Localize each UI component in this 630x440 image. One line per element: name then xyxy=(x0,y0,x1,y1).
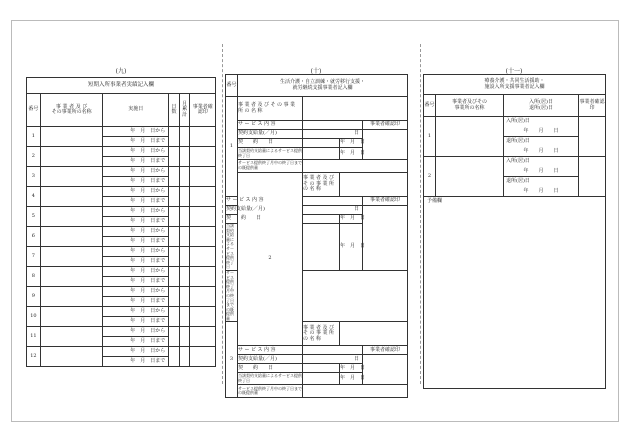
p11-head-name: 事業者及びその 事業所の名称 xyxy=(436,95,504,117)
p9-row-days xyxy=(169,127,180,147)
p9-row-number: 3 xyxy=(27,167,41,187)
p10-service-field xyxy=(303,346,363,355)
p9-row-name-cell xyxy=(40,187,103,207)
panel-divider-2 xyxy=(420,44,421,384)
p11-head-dates: 入所(居)日 退所(居)日 xyxy=(504,95,579,117)
p10-contract-unit: 日 xyxy=(303,355,363,364)
p9-row-name-cell xyxy=(40,307,103,327)
p9-row xyxy=(27,267,216,277)
p9-row xyxy=(27,207,216,217)
p10-end-date-label: 当該契約支給量によるサービス提供終了日 xyxy=(226,224,238,271)
p9-row-number: 11 xyxy=(27,327,41,347)
p9-row-total xyxy=(179,227,190,247)
p11-out-label: 退所(居)日 xyxy=(504,177,579,187)
p9-row-days xyxy=(169,287,180,307)
p10-end-date-blank xyxy=(303,148,340,160)
p9-row-to: 年 月 日まで xyxy=(103,257,169,267)
p10-name-field xyxy=(340,322,408,346)
p11-title-line1: 療養介護・共同生活援助・ xyxy=(484,78,545,84)
p9-row-to: 年 月 日まで xyxy=(103,357,169,367)
p9-row-from: 年 月 日から xyxy=(103,127,169,137)
p9-row-from: 年 月 日から xyxy=(103,287,169,297)
p9-row-days xyxy=(169,327,180,347)
p9-row-confirm xyxy=(190,247,216,267)
p10-confirm-label: 事業者確認印 xyxy=(363,121,408,130)
p9-row xyxy=(27,327,216,337)
p9-row xyxy=(27,167,216,177)
p10-contract-date-ymd: 年 月 日 xyxy=(340,139,363,148)
p10-title-line2: 就労継続支援事業者記入欄 xyxy=(292,84,353,91)
p10-block-number: 1 xyxy=(226,97,238,197)
p10-service-field xyxy=(303,121,363,130)
p10-contract-date-label: 契 約 日 xyxy=(238,139,303,148)
p10-end-date-blank xyxy=(303,373,340,385)
p11-row-name xyxy=(436,117,504,157)
p10-name-field xyxy=(303,97,408,121)
p10-end-date-ymd: 年 月 日 xyxy=(340,148,363,160)
p10-service-label: サービス内容 xyxy=(238,121,303,130)
p9-row-confirm xyxy=(190,147,216,167)
p9-row-confirm xyxy=(190,327,216,347)
p11-head-confirm: 事業者確認印 xyxy=(579,95,606,117)
p10-remain-label: サービス提供終了月中の終了日までの既提供量 xyxy=(238,385,303,398)
p10-service-label: サービス内容 xyxy=(238,346,303,355)
p9-row-from: 年 月 日から xyxy=(103,347,169,357)
p10-block-number: 2 xyxy=(238,173,303,346)
p11-row-name xyxy=(436,157,504,197)
p10-name-label: 事業者及びその事業所の名称 xyxy=(303,322,340,346)
p10-end-date-ymd: 年 月 日 xyxy=(340,373,363,385)
p9-row-confirm xyxy=(190,167,216,187)
p9-row-to: 年 月 日まで xyxy=(103,157,169,167)
p11-in-label: 入所(居)日 xyxy=(504,157,579,167)
p9-row-total xyxy=(179,187,190,207)
p10-table xyxy=(225,74,408,398)
p10-name-field xyxy=(340,173,408,197)
p11-in-label: 入所(居)日 xyxy=(504,117,579,127)
p10-remain-label: サービス提供終了月中の終了日までの既提供量 xyxy=(238,160,303,173)
p10-service-label: サービス内容 xyxy=(226,197,238,206)
p10-contract-unit: 日 xyxy=(303,130,363,139)
p10-remain-field xyxy=(303,385,408,398)
p9-row-total xyxy=(179,327,190,347)
p11-out-ymd: 年 月 日 xyxy=(504,187,579,197)
p9-row-from: 年 月 日から xyxy=(103,167,169,177)
p11-in-ymd: 年 月 日 xyxy=(504,167,579,177)
p9-row-confirm xyxy=(190,187,216,207)
p10-remain-label: サービス提供終了月中の終了日までの既提供量 xyxy=(226,270,238,322)
p9-row-number: 1 xyxy=(27,127,41,147)
p10-end-date-blank xyxy=(303,224,340,271)
p10-end-date-ymd: 年 月 日 xyxy=(340,224,363,271)
p9-row-from: 年 月 日から xyxy=(103,307,169,317)
p10-remain-field xyxy=(303,270,408,322)
p9-row-name-cell xyxy=(40,327,103,347)
p10-contract-date-blank xyxy=(303,215,340,224)
p10-contract-date-ymd: 年 月 日 xyxy=(340,215,363,224)
p10-contract-date-label: 契 約 日 xyxy=(226,215,238,224)
p9-row xyxy=(27,127,216,137)
p9-row-to: 年 月 日まで xyxy=(103,317,169,327)
p9-row xyxy=(27,307,216,317)
p9-row-total xyxy=(179,167,190,187)
p11-row-confirm xyxy=(579,117,606,157)
p11-head-no: 番号 xyxy=(424,95,436,117)
p9-row-days xyxy=(169,307,180,327)
p9-row xyxy=(27,147,216,157)
p9-row-to: 年 月 日まで xyxy=(103,237,169,247)
p9-row-total xyxy=(179,247,190,267)
p10-confirm-stamp xyxy=(363,130,408,160)
p10-end-date-label: 当該契約支給量によるサービス提供終了日 xyxy=(238,147,302,158)
p9-row-days xyxy=(169,187,180,207)
p9-row-to: 年 月 日まで xyxy=(103,217,169,227)
p10-block-number: 3 xyxy=(226,322,238,398)
p9-row-days xyxy=(169,167,180,187)
p9-row xyxy=(27,227,216,237)
p11-number: (十一) xyxy=(505,68,523,75)
p9-row-number: 9 xyxy=(27,287,41,307)
p10-contract-label: 契約支給量(／月) xyxy=(238,355,303,364)
p9-row-days xyxy=(169,347,180,367)
p10-title-line1: 生活介護・自立訓練・就労移行支援・ xyxy=(280,79,366,85)
p9-title: 短期入所事業者実績記入欄 xyxy=(27,78,216,94)
p9-row xyxy=(27,247,216,257)
p10-end-date-label: 当該契約支給量によるサービス提供終了日 xyxy=(238,373,302,383)
p10-confirm-stamp xyxy=(363,206,408,271)
p11-out-label: 退所(居)日 xyxy=(504,137,579,147)
p9-row xyxy=(27,347,216,357)
p9-row-total xyxy=(179,127,190,147)
p9-row-to: 年 月 日まで xyxy=(103,297,169,307)
p9-row-number: 7 xyxy=(27,247,41,267)
p10-name-label: 事業者及びその事業所の名称 xyxy=(238,97,303,121)
p9-head-date: 実施日 xyxy=(103,94,169,127)
p10-contract-date-ymd: 年 月 日 xyxy=(340,364,363,373)
p11-row-number: 1 xyxy=(424,117,436,157)
p11-reserve: 予備欄 xyxy=(424,197,606,389)
p9-head-name: 事 業 者 及 び その事業所の名称 xyxy=(40,94,103,127)
p9-row-days xyxy=(169,147,180,167)
p11-out-ymd: 年 月 日 xyxy=(504,147,579,157)
p9-row-number: 4 xyxy=(27,187,41,207)
p9-row-confirm xyxy=(190,267,216,287)
p9-row-confirm xyxy=(190,207,216,227)
p9-row-name-cell xyxy=(40,167,103,187)
p9-head-days: 日数 xyxy=(169,94,180,127)
p10-name-label: 事業者及びその事業所の名称 xyxy=(303,173,340,197)
p9-row-name-cell xyxy=(40,347,103,367)
p9-row-from: 年 月 日から xyxy=(103,267,169,277)
p10-contract-date-blank xyxy=(303,364,340,373)
p9-row-days xyxy=(169,227,180,247)
p9-row-total xyxy=(179,267,190,287)
p9-row-days xyxy=(169,247,180,267)
p9-row-number: 10 xyxy=(27,307,41,327)
p9-row-from: 年 月 日から xyxy=(103,187,169,197)
p9-row-to: 年 月 日まで xyxy=(103,337,169,347)
p9-row-from: 年 月 日から xyxy=(103,147,169,157)
p10-confirm-label: 事業者確認印 xyxy=(363,346,408,355)
p10-head-no: 番号 xyxy=(226,75,238,97)
p9-row-confirm xyxy=(190,127,216,147)
p9-row-to: 年 月 日まで xyxy=(103,177,169,187)
p9-row-from: 年 月 日から xyxy=(103,207,169,217)
p9-row-total xyxy=(179,307,190,327)
p9-row-confirm xyxy=(190,287,216,307)
p9-row xyxy=(27,187,216,197)
p11-title-line2: 施設入所支援事業者記入欄 xyxy=(484,83,545,90)
p9-row-from: 年 月 日から xyxy=(103,227,169,237)
p11-table xyxy=(423,74,606,389)
p9-row-to: 年 月 日まで xyxy=(103,197,169,207)
p9-head-confirm: 事業者確認印 xyxy=(190,94,216,127)
p11-row-confirm xyxy=(579,157,606,197)
p9-head-no: 番号 xyxy=(27,94,41,127)
p10-service-field xyxy=(303,197,363,206)
panel-divider-1 xyxy=(222,44,223,384)
p9-row-name-cell xyxy=(40,247,103,267)
p9-row-days xyxy=(169,207,180,227)
p9-row-number: 5 xyxy=(27,207,41,227)
p9-row-number: 12 xyxy=(27,347,41,367)
p9-number: (九) xyxy=(115,68,127,75)
p9-row-name-cell xyxy=(40,227,103,247)
p9-row-number: 8 xyxy=(27,267,41,287)
p9-row-confirm xyxy=(190,347,216,367)
p10-contract-label: 契約支給量(／月) xyxy=(226,206,238,215)
p9-row-from: 年 月 日から xyxy=(103,327,169,337)
p9-row-total xyxy=(179,147,190,167)
p9-row-to: 年 月 日まで xyxy=(103,277,169,287)
p9-head-total: 月累計 xyxy=(179,94,190,127)
p9-row-from: 年 月 日から xyxy=(103,247,169,257)
p9-row-days xyxy=(169,267,180,287)
p9-row-total xyxy=(179,347,190,367)
p9-row-total xyxy=(179,287,190,307)
p9-row xyxy=(27,287,216,297)
p10-confirm-stamp xyxy=(363,355,408,385)
p10-confirm-label: 事業者確認印 xyxy=(363,197,408,206)
p9-row-number: 2 xyxy=(27,147,41,167)
p9-row-name-cell xyxy=(40,147,103,167)
p9-row-name-cell xyxy=(40,267,103,287)
p9-row-name-cell xyxy=(40,207,103,227)
p9-row-to: 年 月 日まで xyxy=(103,137,169,147)
p10-contract-unit: 日 xyxy=(303,206,363,215)
p9-row-name-cell xyxy=(40,287,103,307)
p10-contract-label: 契約支給量(／月) xyxy=(238,130,303,139)
p10-contract-date-blank xyxy=(303,139,340,148)
p10-contract-date-label: 契 約 日 xyxy=(238,364,303,373)
p11-row-number: 2 xyxy=(424,157,436,197)
p9-table xyxy=(26,77,216,367)
p10-number: (十) xyxy=(310,68,322,75)
p9-row-confirm xyxy=(190,227,216,247)
p9-row-number: 6 xyxy=(27,227,41,247)
p9-row-name-cell xyxy=(40,127,103,147)
p9-row-confirm xyxy=(190,307,216,327)
p11-in-ymd: 年 月 日 xyxy=(504,127,579,137)
p10-remain-field xyxy=(303,160,408,173)
p9-row-total xyxy=(179,207,190,227)
